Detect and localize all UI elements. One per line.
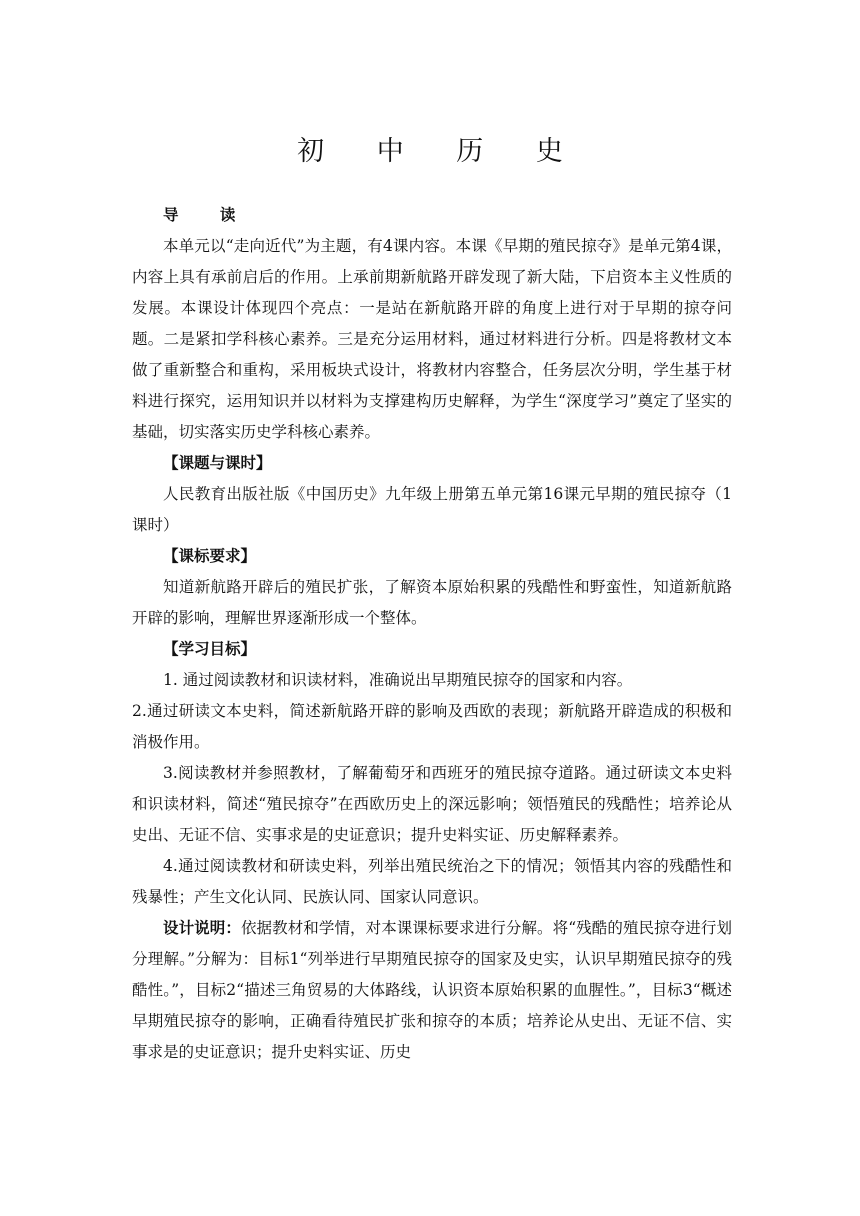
- page-title: 初 中 历 史: [297, 136, 585, 167]
- objective-item-2: 2.通过研读文本史料，简述新航路开辟的影响及西欧的表现；新航路开辟造成的积极和消极作用。: [132, 702, 732, 751]
- guide-paragraph: 本单元以“走向近代”为主题，有4课内容。本课《早期的殖民掠夺》是单元第4课，内容上具有承前启后的作用。上承前期新航路开辟发现了新大陆，下启资本主义性质的发展。本课设计体现四个亮点：一是站在新航路开辟的角度上进行对于早期的掠夺问题。二是紧扣学科核心素养。三是充分运用材料，通过材料进行分析。四是将教材文本做了重新整合和重构，采用板块式设计，将教材内容整合，任务层次分明，学生基于材料进行探究，运用知识并以材料为支撑建构历史解释，为学生“深度学习”奠定了坚实的基础，切实落实历史学科核心素养。: [132, 237, 732, 441]
- guide-heading: 导 读: [163, 206, 254, 224]
- topic-paragraph: 人民教育出版社版《中国历史》九年级上册第五单元第16课元早期的殖民掠夺（1课时）: [132, 485, 732, 534]
- design-text: 依据教材和学情，对本课课标要求进行分解。将“残酷的殖民掠夺进行划分理解。”分解为：目标1“列举进行早期殖民掠夺的国家及史实，认识早期殖民掠夺的残酷性。”，目标2“描述三角贸易的大体路线，认识资本原始积累的血腥性。”，目标3“概述早期殖民掠夺的影响，正确看待殖民扩张和掠夺的本质；培养论从史出、无证不信、实事求是的史证意识；提升史料实证、历史: [132, 919, 732, 1061]
- objective-item-1: 1. 通过阅读教材和识读材料，准确说出早期殖民掠夺的国家和内容。: [163, 671, 633, 689]
- topic-heading: 【课题与课时】: [163, 454, 272, 472]
- objective-item-4: 4.通过阅读教材和研读史料，列举出殖民统治之下的情况；领悟其内容的残酷性和残暴性；产生文化认同、民族认同、国家认同意识。: [132, 857, 732, 906]
- objectives-heading: 【学习目标】: [163, 640, 257, 658]
- standard-heading: 【课标要求】: [163, 547, 257, 565]
- design-label: 设计说明：: [163, 919, 241, 937]
- objective-item-3: 3.阅读教材并参照教材，了解葡萄牙和西班牙的殖民掠夺道路。通过研读文本史料和识读材料，简述“殖民掠夺”在西欧历史上的深远影响；领悟殖民的残酷性；培养论从史出、无证不信、实事求是的史证意识；提升史料实证、历史解释素养。: [132, 764, 732, 844]
- document-body: [132, 200, 732, 1068]
- design-paragraph: [132, 913, 732, 1068]
- standard-paragraph: 知道新航路开辟后的殖民扩张，了解资本原始积累的残酷性和野蛮性，知道新航路开辟的影响，理解世界逐渐形成一个整体。: [132, 578, 732, 627]
